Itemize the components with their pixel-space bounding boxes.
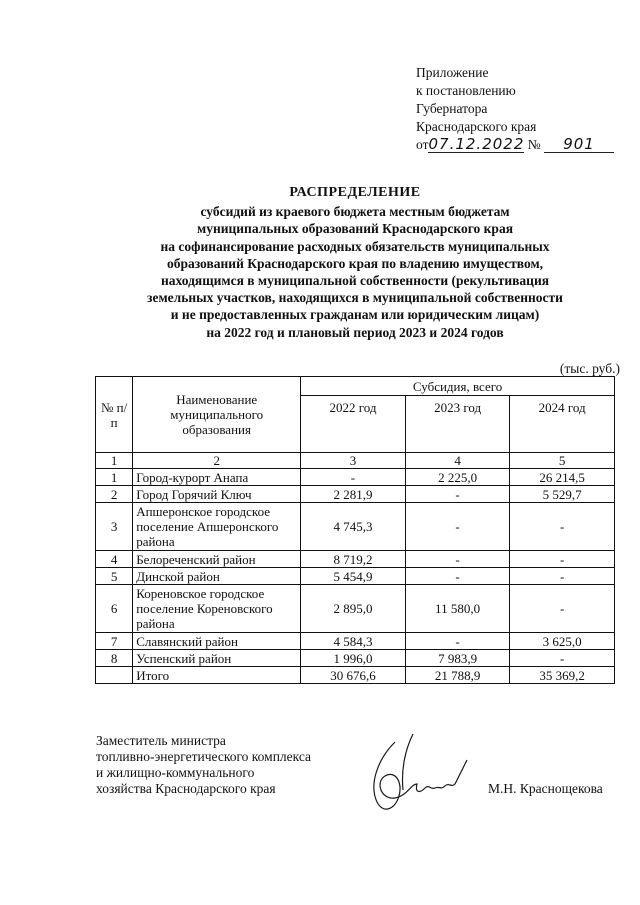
title-line: находящимся в муниципальной собственности (рекультивация (160, 273, 550, 289)
row-value-2023: 11 580,0 (405, 585, 510, 633)
appendix-line: Приложение (416, 65, 489, 80)
table-row (96, 585, 615, 633)
row-value-2022: - (301, 469, 406, 486)
row-value-2023: - (405, 503, 510, 551)
position-line: и жилищно-коммунального (96, 765, 255, 780)
row-num: 6 (96, 585, 133, 633)
row-name: Город-курорт Анапа (133, 469, 301, 486)
appendix-line: к постановлению (416, 83, 516, 98)
row-value-2022: 4 745,3 (301, 503, 406, 551)
row-value-2023: - (405, 568, 510, 585)
title-line: субсидий из краевого бюджета местным бюджетам (200, 204, 510, 220)
header-subsidy-group: Субсидия, всего (301, 377, 615, 396)
position-line: топливно-энергетического комплекса (96, 749, 312, 764)
appendix-date-line (416, 136, 614, 154)
row-value-2023: - (405, 486, 510, 503)
row-num: 7 (96, 633, 133, 650)
title-line: муниципальных образований Краснодарского края (197, 221, 513, 237)
row-name: Белореченский район (133, 551, 301, 568)
decree-date: 07.12.2022 (428, 135, 525, 153)
row-value-2022: 2 895,0 (301, 585, 406, 633)
row-value-2023: 7 983,9 (405, 650, 510, 667)
from-label: от (416, 137, 429, 152)
title-line: образований Краснодарского края по владению имуществом, (166, 255, 544, 271)
total-value-2024: 35 369,2 (510, 667, 615, 684)
row-value-2024: - (510, 585, 615, 633)
total-row (96, 667, 615, 684)
appendix-line: Губернатора (416, 101, 488, 116)
units-label: (тыс. руб.) (559, 361, 620, 376)
row-name: Успенский район (133, 650, 301, 667)
table-row (96, 469, 615, 486)
row-value-2022: 2 281,9 (301, 486, 406, 503)
column-index: 1 (96, 453, 133, 469)
row-value-2024: 5 529,7 (510, 486, 615, 503)
row-value-2024: - (510, 503, 615, 551)
row-name: Апшеронское городское поселение Апшеронского района (133, 503, 301, 551)
decree-number: 901 (544, 137, 614, 153)
header-name: Наименование муниципального образования (133, 377, 301, 453)
row-value-2023: - (405, 551, 510, 568)
total-value-2023: 21 788,9 (405, 667, 510, 684)
header-year: 2023 год (405, 396, 510, 453)
row-value-2024: - (510, 551, 615, 568)
table-row (96, 650, 615, 667)
row-num: 1 (96, 469, 133, 486)
subsidy-table (95, 376, 615, 684)
position-line: Заместитель министра (96, 733, 226, 748)
row-num: 8 (96, 650, 133, 667)
total-label: Итого (133, 667, 301, 684)
row-value-2022: 1 996,0 (301, 650, 406, 667)
position-line: хозяйства Краснодарского края (96, 781, 276, 796)
row-value-2023: 2 225,0 (405, 469, 510, 486)
title-heading: РАСПРЕДЕЛЕНИЕ (289, 185, 421, 200)
row-value-2023: - (405, 633, 510, 650)
signatory-name: М.Н. Краснощекова (488, 781, 603, 796)
column-index-row (96, 453, 615, 469)
row-value-2022: 5 454,9 (301, 568, 406, 585)
title-line: земельных участков, находящихся в муниципальной собственности (147, 290, 563, 306)
appendix-header (416, 64, 614, 154)
handwritten-signature (355, 730, 475, 820)
title-line: на 2022 год и плановый период 2023 и 2024 годов (206, 324, 504, 340)
table-row (96, 633, 615, 650)
row-num: 4 (96, 551, 133, 568)
row-value-2024: 26 214,5 (510, 469, 615, 486)
table-row (96, 568, 615, 585)
header-year: 2022 год (301, 396, 406, 453)
row-value-2024: 3 625,0 (510, 633, 615, 650)
number-label: № (527, 137, 541, 152)
row-value-2022: 8 719,2 (301, 551, 406, 568)
appendix-line: Краснодарского края (416, 119, 537, 134)
row-name: Город Горячий Ключ (133, 486, 301, 503)
total-num-empty (96, 667, 133, 684)
document-title (90, 184, 620, 341)
signatory-position (96, 733, 311, 797)
header-year: 2024 год (510, 396, 615, 453)
row-value-2024: - (510, 568, 615, 585)
row-value-2022: 4 584,3 (301, 633, 406, 650)
row-name: Кореновское городское поселение Кореновского района (133, 585, 301, 633)
row-num: 3 (96, 503, 133, 551)
row-num: 2 (96, 486, 133, 503)
table-row (96, 503, 615, 551)
column-index: 3 (301, 453, 406, 469)
row-name: Динской район (133, 568, 301, 585)
row-name: Славянский район (133, 633, 301, 650)
row-num: 5 (96, 568, 133, 585)
table-row (96, 551, 615, 568)
row-value-2024: - (510, 650, 615, 667)
title-line: и не предоставленных гражданам или юридическим лицам) (170, 307, 540, 323)
column-index: 5 (510, 453, 615, 469)
header-num: № п/п (96, 377, 133, 453)
column-index: 2 (133, 453, 301, 469)
column-index: 4 (405, 453, 510, 469)
table-row (96, 486, 615, 503)
title-line: на софинансирование расходных обязательств муниципальных (160, 238, 550, 254)
total-value-2022: 30 676,6 (301, 667, 406, 684)
